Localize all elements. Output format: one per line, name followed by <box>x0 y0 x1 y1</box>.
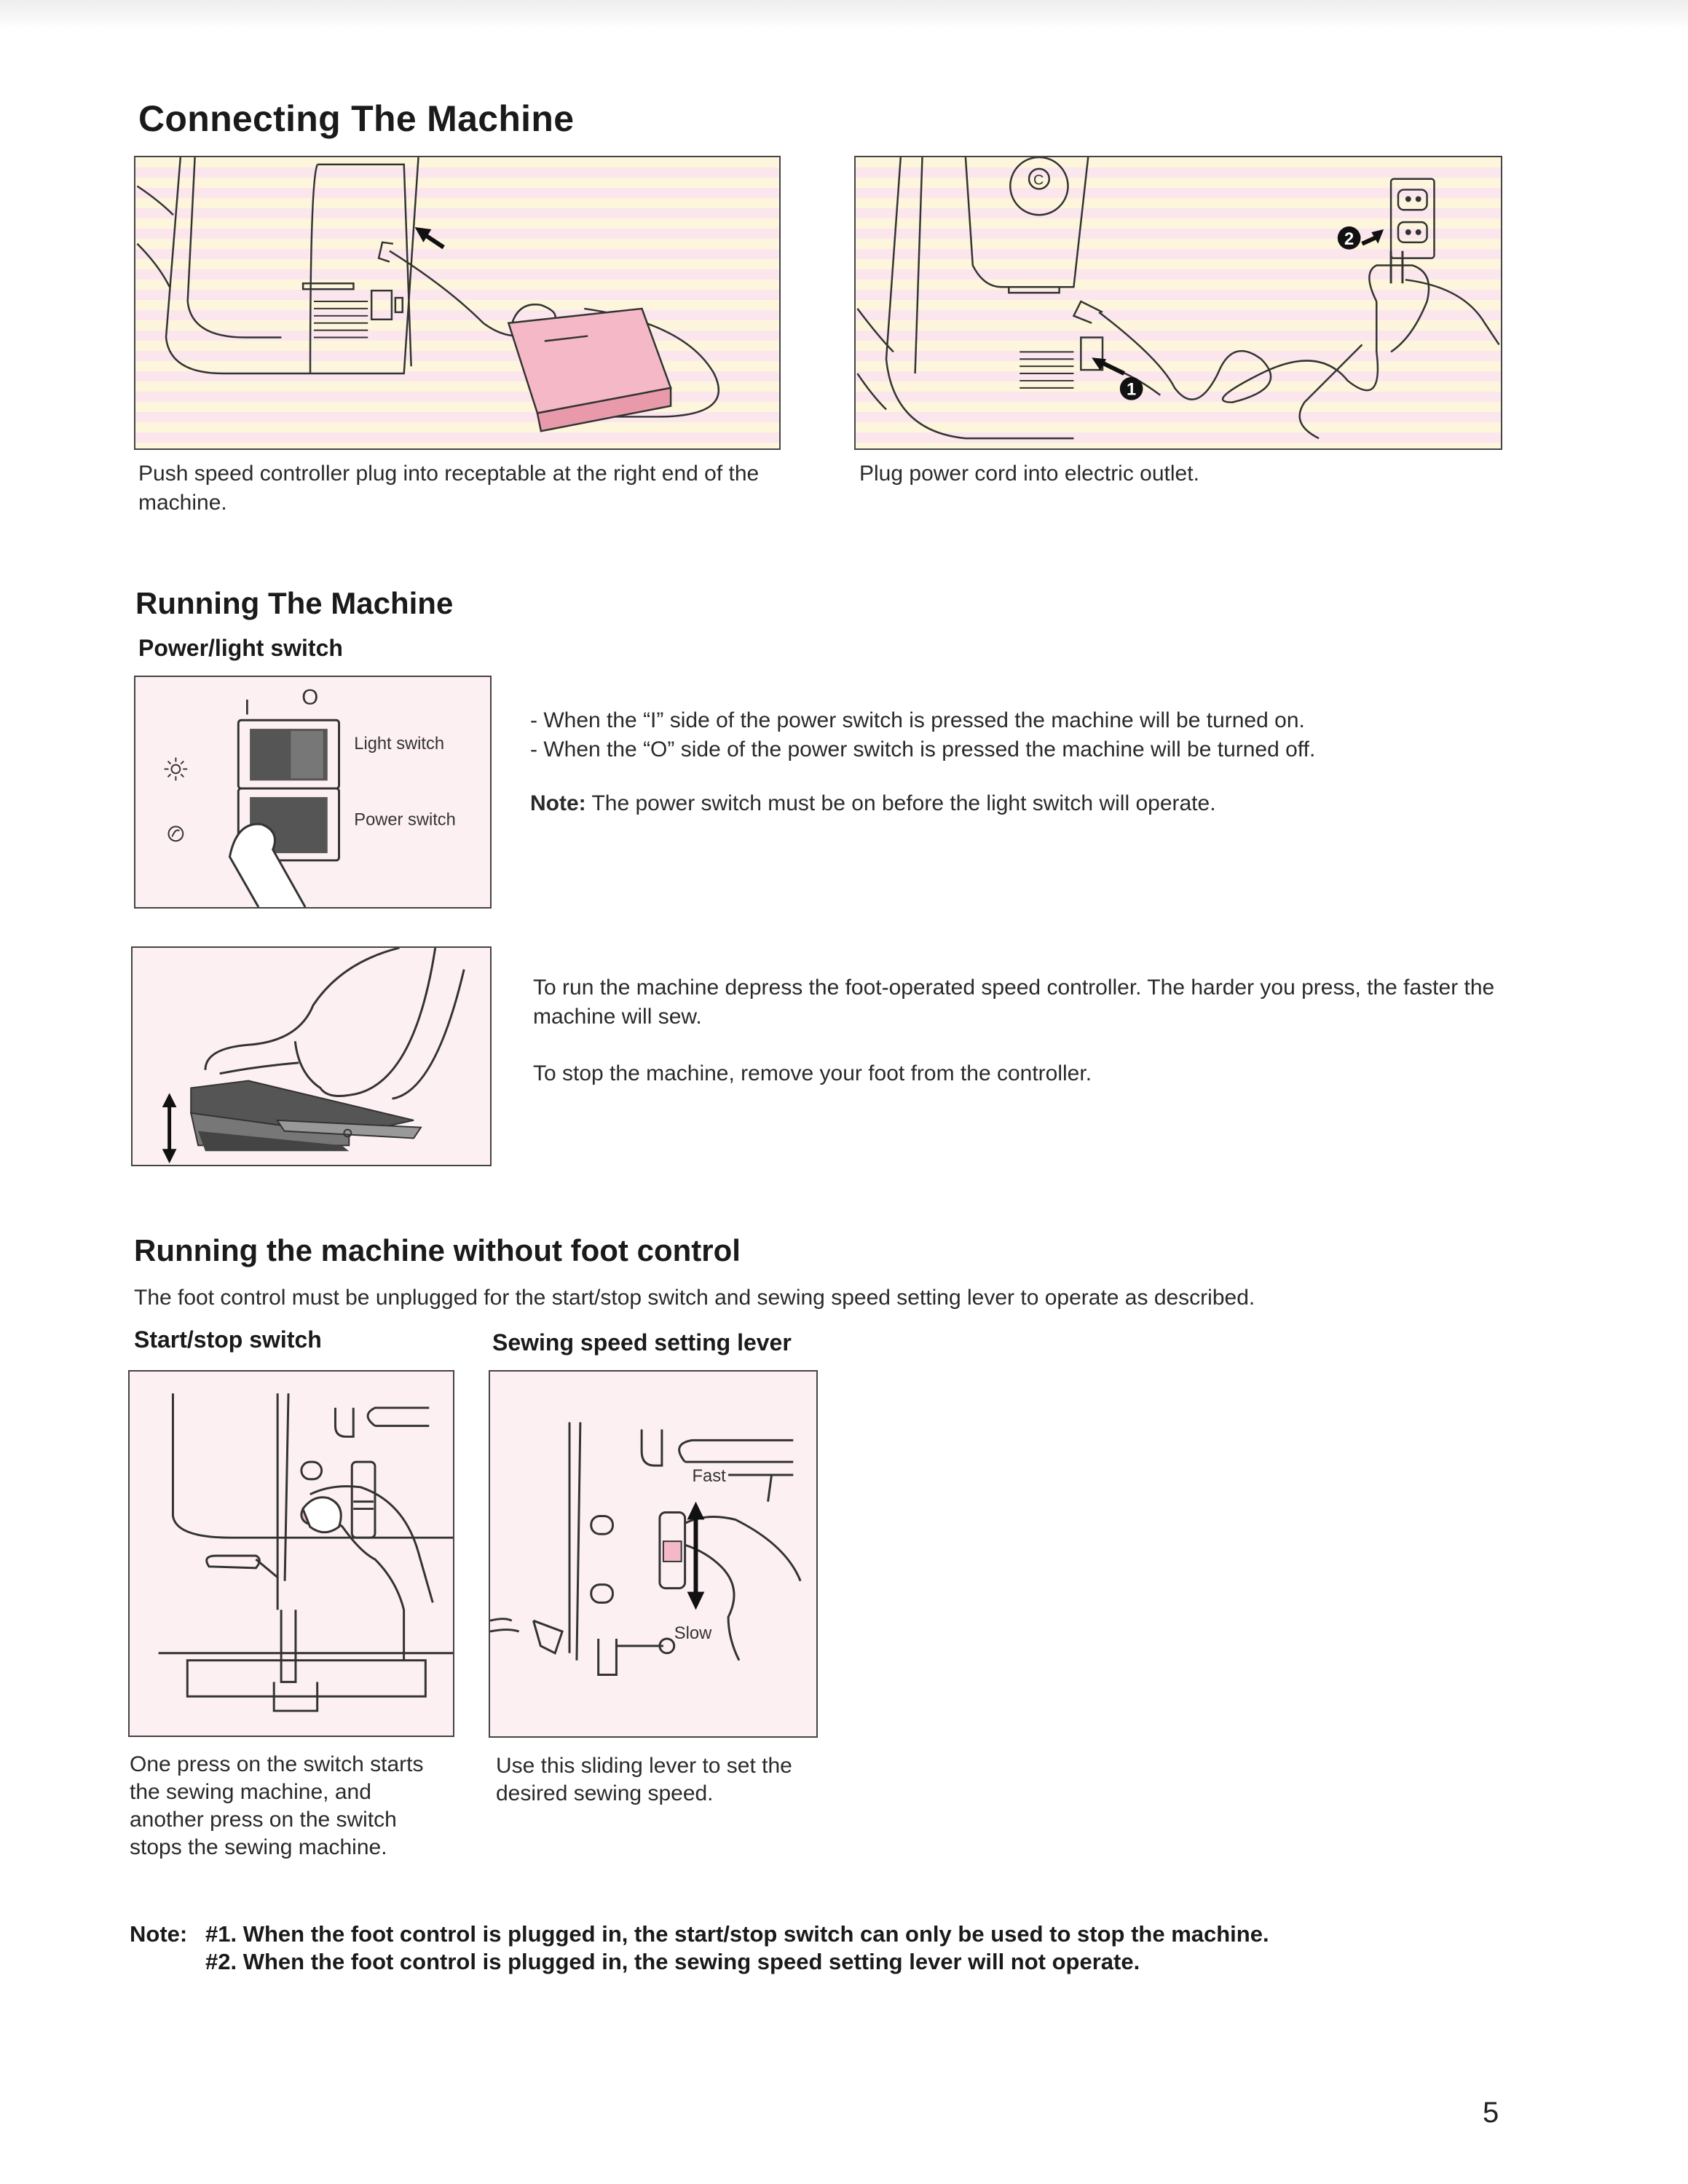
note-1: #1. When the foot control is plugged in, the start/stop switch can only be used to stop the machine. <box>205 1921 1269 1947</box>
subtitle-start-stop-switch: Start/stop switch <box>134 1326 322 1353</box>
foot-pedal-illustration <box>133 948 490 1165</box>
notes-label: Note: <box>130 1921 188 1947</box>
light-switch-label: Light switch <box>354 734 445 753</box>
up-down-arrow-icon <box>162 1093 177 1163</box>
figure-start-stop-switch <box>128 1370 454 1737</box>
fast-label: Fast <box>692 1465 726 1486</box>
foot-instruction-stop: To stop the machine, remove your foot from the controller. <box>533 1061 1092 1085</box>
caption-start-stop-switch: One press on the switch starts the sewing machine, and another press on the switch stops the sewing machine. <box>130 1752 424 1859</box>
caption-speed-lever: Use this sliding lever to set the desired sewing speed. <box>496 1754 792 1805</box>
power-switch-instructions <box>530 706 1521 818</box>
speed-lever-knob <box>663 1541 682 1562</box>
start-stop-illustration <box>130 1372 453 1736</box>
section-title-running: Running The Machine <box>135 586 454 620</box>
speed-lever-illustration <box>490 1372 816 1736</box>
foot-control-notes <box>130 1920 1586 1976</box>
light-icon <box>165 758 188 781</box>
foot-control-unplug-intro: The foot control must be unplugged for the start/stop switch and sewing speed setting lever to operate as described. <box>134 1286 1255 1310</box>
note-text: The power switch must be on before the light switch will operate. <box>591 791 1216 815</box>
foot-controller-instructions <box>533 973 1516 1088</box>
figure-power-light-switch <box>134 676 492 909</box>
marker-1: 1 <box>1127 379 1137 400</box>
note-label: Note: <box>530 791 586 815</box>
figure-foot-pedal <box>131 946 492 1166</box>
foot-controller-illustration <box>135 157 779 448</box>
subtitle-power-light-switch: Power/light switch <box>138 635 343 661</box>
switch-label-O: O <box>301 685 319 710</box>
power-switch-label: Power switch <box>354 810 456 830</box>
figure-speed-lever <box>489 1370 818 1738</box>
figure-foot-controller-plug <box>134 156 781 450</box>
instruction-line-off: - When the “O” side of the power switch is pressed the machine will be turned off. <box>530 737 1316 761</box>
marker-2: 2 <box>1344 229 1354 249</box>
power-icon <box>169 826 184 841</box>
section-title-connecting: Connecting The Machine <box>138 98 575 139</box>
subtitle-sewing-speed-lever: Sewing speed setting lever <box>492 1329 792 1356</box>
instruction-line-on: - When the “I” side of the power switch is pressed the machine will be turned on. <box>530 708 1305 732</box>
svg-text:C: C <box>1033 172 1044 189</box>
page-number: 5 <box>1483 2097 1499 2129</box>
power-cord-illustration <box>856 157 1501 448</box>
figure-power-cord-outlet <box>854 156 1502 450</box>
switch-label-I: I <box>244 695 251 720</box>
note-2: #2. When the foot control is plugged in, the sewing speed setting lever will not operate. <box>205 1949 1140 1974</box>
note-row-2 <box>130 1948 1586 1976</box>
section-title-without-foot-control: Running the machine without foot control <box>134 1233 741 1267</box>
caption-power-cord: Plug power cord into electric outlet. <box>859 462 1199 486</box>
foot-instruction-run: To run the machine depress the foot-operated speed controller. The harder you press, the faster the machine will sew. <box>533 976 1495 1029</box>
slow-label: Slow <box>674 1623 712 1643</box>
speed-arrow-icon <box>687 1502 705 1610</box>
scan-top-shadow <box>0 0 1688 29</box>
note-row-1 <box>130 1920 1586 1948</box>
power-switch-note <box>530 789 1521 818</box>
caption-foot-controller: Push speed controller plug into receptable at the right end of the machine. <box>138 462 760 515</box>
switch-panel-illustration <box>135 677 490 907</box>
